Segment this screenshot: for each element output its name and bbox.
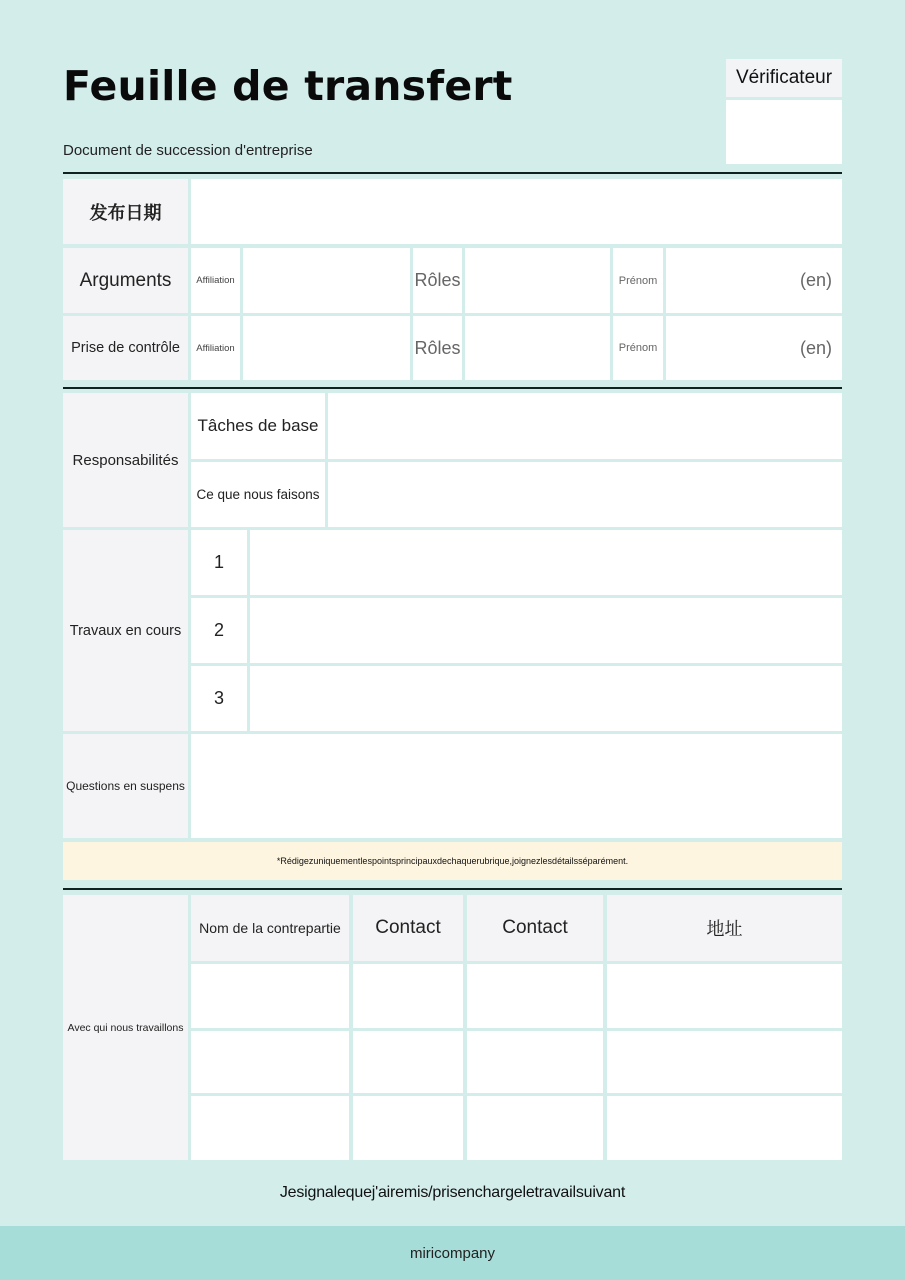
seal-suffix: (en) <box>799 337 832 358</box>
handover-to-label: Prise de contrôle <box>63 316 188 380</box>
column-header-contact: Contact <box>353 895 463 961</box>
signature-statement: Jesignalequej'airemis/prisenchargeletravailsuivant <box>279 1184 626 1201</box>
basic-tasks-field[interactable] <box>328 393 842 459</box>
work-item-number: 1 <box>191 530 247 595</box>
work-item-number: 2 <box>191 598 247 663</box>
handover-to-roles-field[interactable] <box>465 316 610 380</box>
work-item-number: 3 <box>191 666 247 731</box>
partner-contact-cell[interactable] <box>353 1096 463 1160</box>
release-date-field[interactable] <box>191 179 842 244</box>
divider <box>63 387 842 389</box>
work-in-progress-label: Travaux en cours <box>63 530 188 731</box>
verifier-label: Vérificateur <box>726 59 842 97</box>
roles-label: Rôles <box>413 316 462 380</box>
partner-contact-cell[interactable] <box>353 964 463 1028</box>
responsibilities-label: Responsabilités <box>63 393 188 527</box>
roles-label: Rôles <box>413 248 462 313</box>
work-item-field[interactable] <box>250 598 842 663</box>
handover-to-name-field[interactable] <box>666 316 842 380</box>
what-we-do-field[interactable] <box>328 462 842 527</box>
partners-label: Avec qui nous travaillons <box>63 895 188 1160</box>
column-header-address: 地址 <box>607 895 842 961</box>
name-label: Prénom <box>613 248 663 313</box>
handover-from-roles-field[interactable] <box>465 248 610 313</box>
release-date-label: 发布日期 <box>63 179 188 244</box>
partner-contact-cell[interactable] <box>353 1031 463 1093</box>
partner-contact-cell[interactable] <box>467 1096 603 1160</box>
open-questions-label: Questions en suspens <box>63 734 188 838</box>
handover-from-label: Arguments <box>63 248 188 313</box>
partner-contact-cell[interactable] <box>467 964 603 1028</box>
partner-address-cell[interactable] <box>607 964 842 1028</box>
basic-tasks-label: Tâches de base <box>191 393 325 459</box>
divider <box>63 888 842 890</box>
page-title: Feuille de transfert <box>63 62 513 110</box>
verifier-signature-field[interactable] <box>726 100 842 164</box>
partner-address-cell[interactable] <box>607 1096 842 1160</box>
handover-to-affiliation-field[interactable] <box>243 316 410 380</box>
work-item-field[interactable] <box>250 666 842 731</box>
column-header-counterparty: Nom de la contrepartie <box>191 895 349 961</box>
affiliation-label: Affiliation <box>191 316 240 380</box>
instruction-note: *Rédigezuniquementlespointsprincipauxdechaquerubrique,joignezlesdétailsséparément. <box>63 842 842 880</box>
name-label: Prénom <box>613 316 663 380</box>
handover-from-affiliation-field[interactable] <box>243 248 410 313</box>
partner-name-cell[interactable] <box>191 1031 349 1093</box>
handover-from-name-field[interactable] <box>666 248 842 313</box>
partner-name-cell[interactable] <box>191 1096 349 1160</box>
partner-contact-cell[interactable] <box>467 1031 603 1093</box>
partner-name-cell[interactable] <box>191 964 349 1028</box>
page-subtitle: Document de succession d'entreprise <box>63 142 313 159</box>
seal-suffix: (en) <box>799 270 832 290</box>
footer-brand: miricompany <box>0 1226 905 1280</box>
divider <box>63 172 842 174</box>
what-we-do-label: Ce que nous faisons <box>191 462 325 527</box>
column-header-contact: Contact <box>467 895 603 961</box>
work-item-field[interactable] <box>250 530 842 595</box>
open-questions-field[interactable] <box>191 734 842 838</box>
partner-address-cell[interactable] <box>607 1031 842 1093</box>
affiliation-label: Affiliation <box>191 248 240 313</box>
